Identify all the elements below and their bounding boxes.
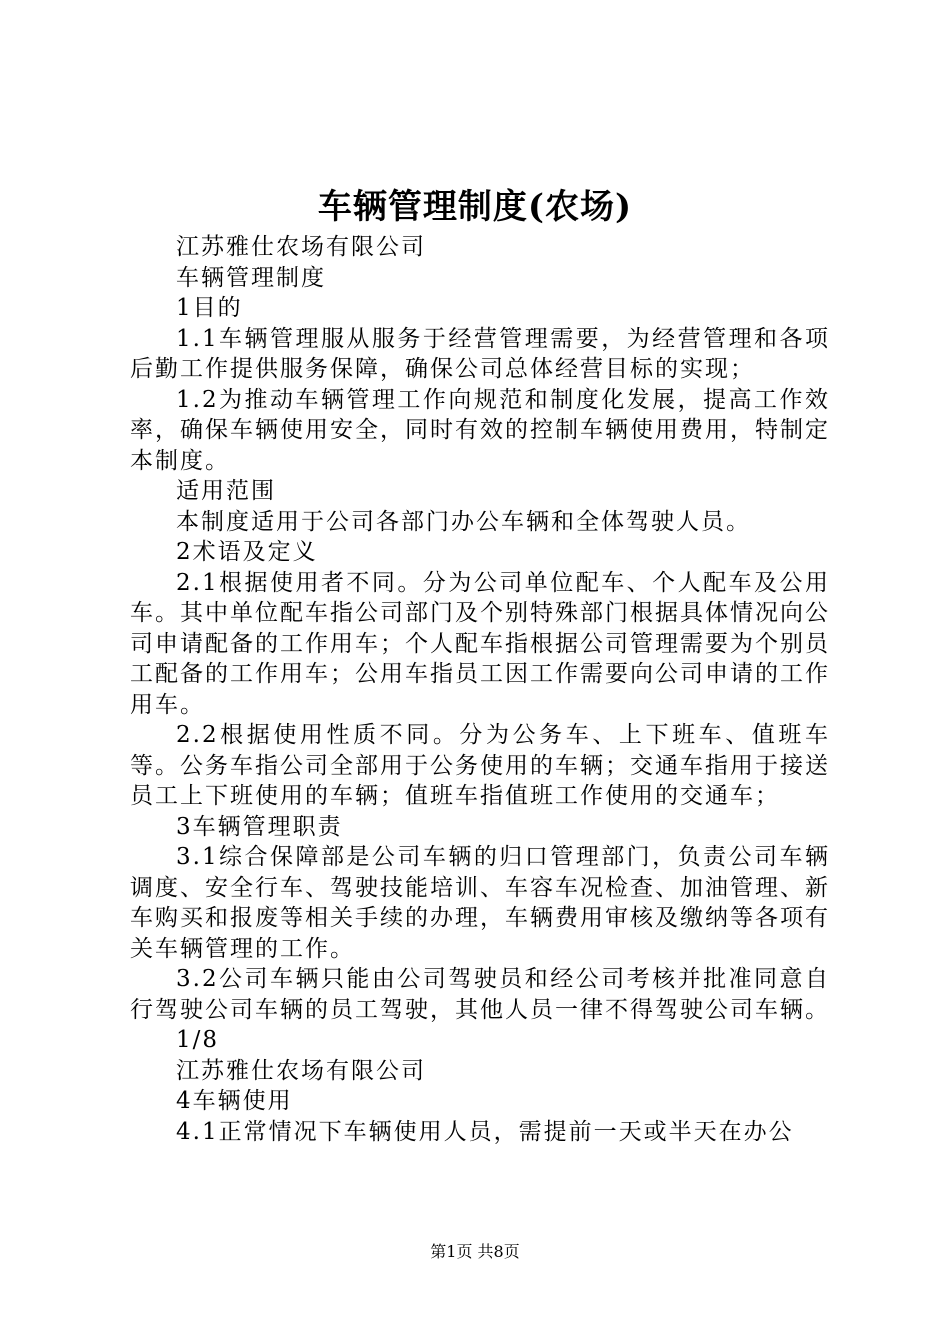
section-heading-purpose: 1目的 <box>176 295 243 321</box>
page-footer: 第1页 共8页 <box>430 1242 520 1261</box>
paragraph-1-1: 1.1车辆管理服从服务于经营管理需要，为经营管理和各项后勤工作提供服务保障，确保公司总体经营目标的实现； <box>130 325 830 382</box>
paragraph-1-2: 1.2为推动车辆管理工作向规范和制度化发展，提高工作效率，确保车辆使用安全，同时有效的控制车辆使用费用，特制定本制度。 <box>130 386 830 474</box>
section-heading-terms: 2术语及定义 <box>176 539 318 565</box>
paragraph-doc-subtitle: 车辆管理制度 <box>176 264 326 291</box>
paragraph-2-1: 2.1根据使用者不同。分为公司单位配车、个人配车及公用车。其中单位配车指公司部门及个别特殊部门根据具体情况向公司申请配备的工作用车；个人配车指根据公司管理需要为个别员工配备的工作用车；公用车指员工因工作需要向公司申请的工作用车。 <box>130 569 830 718</box>
document-title: 车辆管理制度(农场) <box>317 187 633 227</box>
document-body <box>130 232 830 1147</box>
inline-page-marker: 1/8 <box>176 1027 220 1053</box>
section-heading-vehicle-use: 4车辆使用 <box>176 1088 293 1114</box>
paragraph-3-2: 3.2公司车辆只能由公司驾驶员和经公司考核并批准同意自行驾驶公司车辆的员工驾驶，其他人员一律不得驾驶公司车辆。 <box>130 966 830 1023</box>
paragraph-scope: 本制度适用于公司各部门办公车辆和全体驾驶人员。 <box>176 508 751 535</box>
paragraph-2-2: 2.2根据使用性质不同。分为公务车、上下班车、值班车等。公务车指公司全部用于公务使用的车辆；交通车指用于接送员工上下班使用的车辆；值班车指值班工作使用的交通车； <box>130 722 830 809</box>
paragraph-4-1: 4.1正常情况下车辆使用人员，需提前一天或半天在办公 <box>176 1118 794 1145</box>
section-heading-responsibilities: 3车辆管理职责 <box>176 813 343 840</box>
paragraph-3-1: 3.1综合保障部是公司车辆的归口管理部门，负责公司车辆调度、安全行车、驾驶技能培训、车容车况检查、加油管理、新车购买和报废等相关手续的办理，车辆费用审核及缴纳等各项有关车辆管理的工作。 <box>130 844 830 962</box>
section-heading-scope: 适用范围 <box>176 478 276 504</box>
paragraph-company-name: 江苏雅仕农场有限公司 <box>176 234 426 260</box>
paragraph-company-name-repeat: 江苏雅仕农场有限公司 <box>176 1057 426 1084</box>
